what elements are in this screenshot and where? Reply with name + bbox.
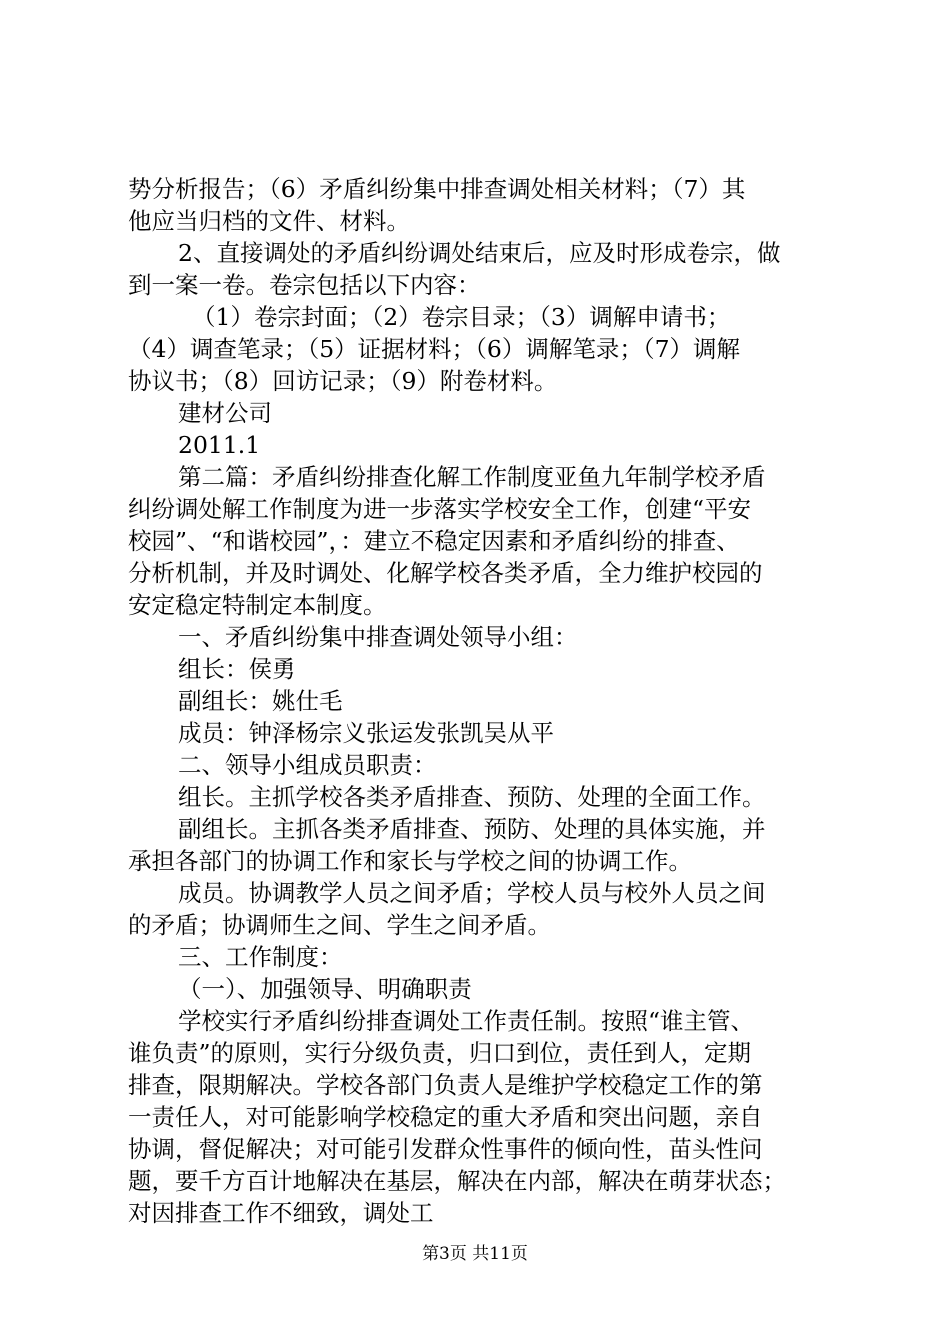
- text-line: 分析机制，并及时调处、化解学校各类矛盾，全力维护校园的: [128, 559, 763, 587]
- text-line: 对因排查工作不细致，调处工: [128, 1199, 434, 1227]
- text-line: 建材公司: [178, 399, 272, 427]
- text-line: （4）调查笔录；（5）证据材料；（6）调解笔录；（7）调解: [128, 335, 741, 363]
- text-line: 成员：钟泽杨宗义张运发张凯吴从平: [178, 719, 554, 747]
- text-line: 成员。协调教学人员之间矛盾；学校人员与校外人员之间: [178, 879, 766, 907]
- text-line: （一）、加强领导、明确职责: [178, 975, 472, 1003]
- text-line: 一责任人，对可能影响学校稳定的重大矛盾和突出问题，亲自: [128, 1103, 763, 1131]
- text-line: 学校实行矛盾纠纷排查调处工作责任制。按照“谁主管、: [178, 1007, 755, 1035]
- page-number-footer: 第3页 共11页: [422, 1244, 528, 1264]
- text-line: 谁负责”的原则，实行分级负责，归口到位，责任到人，定期: [128, 1039, 752, 1067]
- text-line: 安定稳定特制定本制度。: [128, 591, 387, 619]
- text-line: 纠纷调处解工作制度为进一步落实学校安全工作，创建“平安: [128, 495, 752, 523]
- text-line: 2、直接调处的矛盾纠纷调处结束后，应及时形成卷宗，做: [178, 239, 781, 267]
- text-line: 2011.1: [178, 431, 261, 459]
- text-line: 副组长。主抓各类矛盾排查、预防、处理的具体实施，并: [178, 815, 766, 843]
- text-line: 他应当归档的文件、材料。: [128, 207, 410, 235]
- text-line: 承担各部门的协调工作和家长与学校之间的协调工作。: [128, 847, 692, 875]
- text-line: （1）卷宗封面；（2）卷宗目录；（3）调解申请书；: [192, 303, 731, 331]
- text-line: 副组长：姚仕毛: [178, 687, 343, 715]
- text-line: 校园”、“和谐校园”，：建立不稳定因素和矛盾纠纷的排查、: [128, 527, 740, 555]
- text-line: 排查，限期解决。学校各部门负责人是维护学校稳定工作的第: [128, 1071, 763, 1099]
- text-line: 势分析报告；（6）矛盾纠纷集中排查调处相关材料；（7）其: [128, 175, 746, 203]
- text-line: 协议书；（8）回访记录；（9）附卷材料。: [128, 367, 558, 395]
- text-line: 组长。主抓学校各类矛盾排查、预防、处理的全面工作。: [178, 783, 766, 811]
- text-line: 到一案一卷。卷宗包括以下内容：: [128, 271, 481, 299]
- text-line: 组长：侯勇: [178, 655, 296, 683]
- document-body: [128, 173, 828, 1229]
- text-line: 题，要千方百计地解决在基层，解决在内部，解决在萌芽状态；: [128, 1167, 786, 1195]
- text-line: 三、工作制度：: [178, 943, 343, 971]
- text-line: 的矛盾；协调师生之间、学生之间矛盾。: [128, 911, 551, 939]
- section-heading: 第二篇：矛盾纠纷排查化解工作制度亚鱼九年制学校矛盾: [178, 463, 766, 491]
- text-line: 协调，督促解决；对可能引发群众性事件的倾向性，苗头性问: [128, 1135, 763, 1163]
- text-line: 二、领导小组成员职责：: [178, 751, 437, 779]
- text-line: 一、矛盾纠纷集中排查调处领导小组：: [178, 623, 578, 651]
